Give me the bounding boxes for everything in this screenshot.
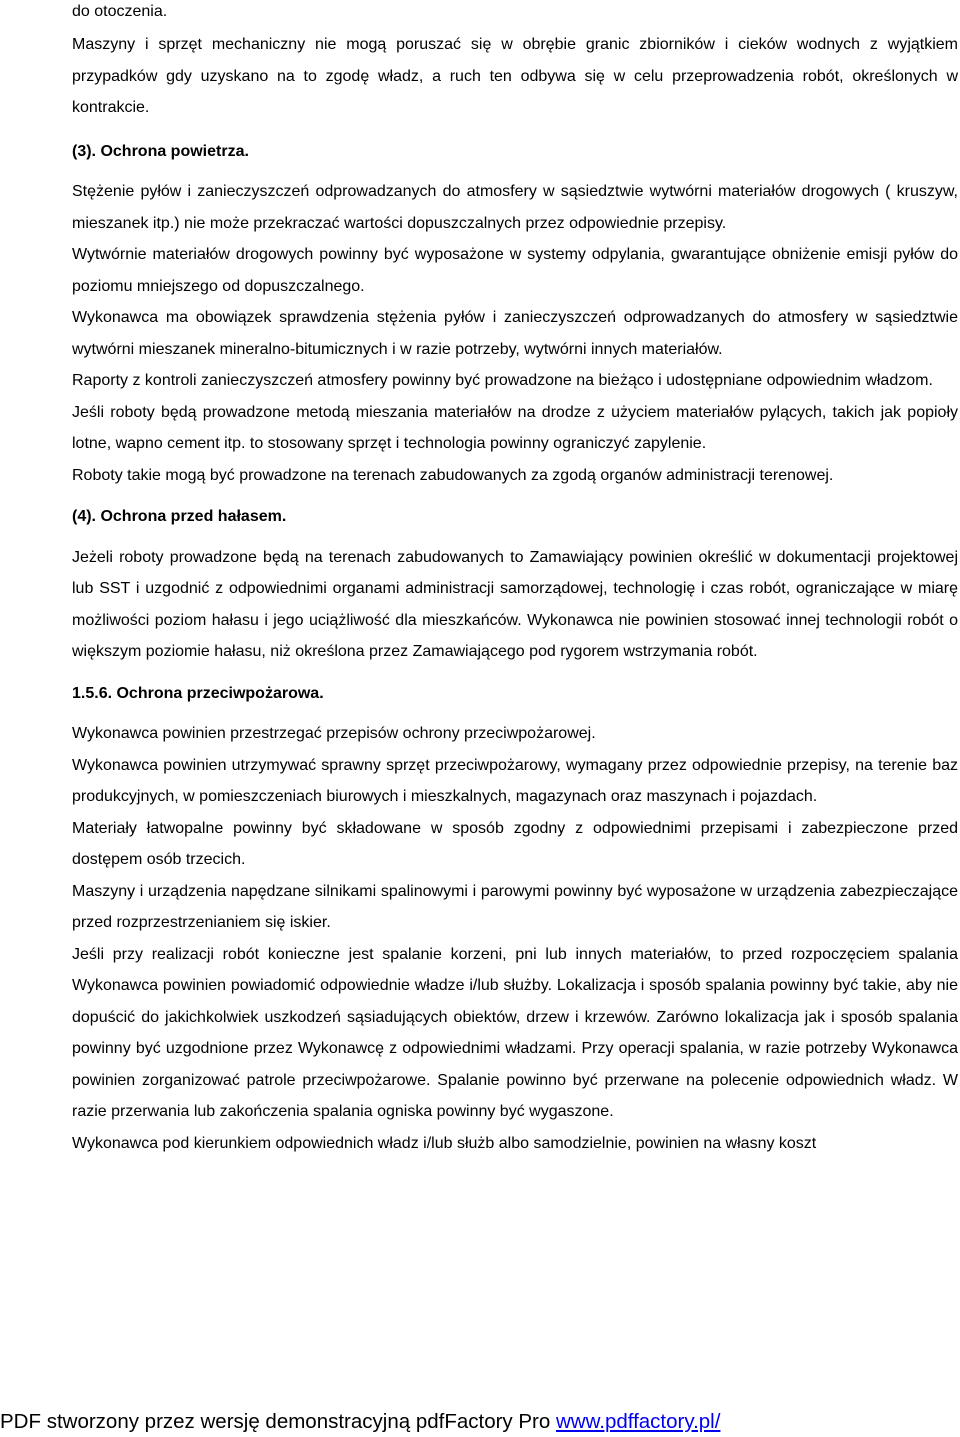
paragraph-contractor-cost: Wykonawca pod kierunkiem odpowiednich władz i/lub służb albo samodzielnie, powinien na własny koszt bbox=[72, 1134, 817, 1152]
paragraph-mixing-method: Jeśli roboty będą prowadzone metodą mieszania materiałów na drodze z użyciem materiałów pylących, takich jak popioły lotne, wapno cement itp. to stosowany sprzęt i technologia powinny ograniczyć zapylenie. bbox=[72, 403, 958, 452]
document-page bbox=[72, 0, 958, 1159]
paragraph-dust-concentration: Stężenie pyłów i zanieczyszczeń odprowadzanych do atmosfery w sąsiedztwie wytwórni materiałów drogowych ( kruszyw, mieszanek itp.) nie może przekraczać wartości dopuszczalnych przez odpowiednie przepisy. bbox=[72, 183, 958, 232]
paragraph-spark-protection: Maszyny i urządzenia napędzane silnikami spalinowymi i parowymi powinny być wyposażone w urządzenia zabezpieczające przed rozprzestrzenianiem się iskier. bbox=[72, 882, 958, 931]
paragraph-reports: Raporty z kontroli zanieczyszczeń atmosfery powinny być prowadzone na bieżąco i udostępniane odpowiednim władzom. bbox=[72, 372, 933, 389]
paragraph-built-up-areas: Roboty takie mogą być prowadzone na terenach zabudowanych za zgodą organów administracji terenowej. bbox=[72, 466, 834, 484]
paragraph-fire-equipment: Wykonawca powinien utrzymywać sprawny sprzęt przeciwpożarowy, wymagany przez odpowiednie przepisy, na terenie baz produkcyjnych, w pomieszczeniach biurowych i mieszkalnych, magazynach oraz maszynach i pojazdach. bbox=[72, 756, 958, 805]
paragraph-fire-regulations: Wykonawca powinien przestrzegać przepisów ochrony przeciwpożarowej. bbox=[72, 725, 596, 742]
heading-fire-protection: 1.5.6. Ochrona przeciwpożarowa. bbox=[72, 684, 324, 702]
heading-noise-protection: (4). Ochrona przed hałasem. bbox=[72, 508, 287, 525]
paragraph-contractor-duty: Wykonawca ma obowiązek sprawdzenia stężenia pyłów i zanieczyszczeń odprowadzanych do atmosfery w sąsiedztwie wytwórni mieszanek mineralno-bitumicznych i w razie potrzeby, wytwórni innych materiałów. bbox=[72, 309, 958, 358]
pdf-footer bbox=[0, 1408, 960, 1436]
paragraph-noise-rules: Jeżeli roboty prowadzone będą na terenach zabudowanych to Zamawiający powinien określić w dokumentacji projektowej lub SST i uzgodnić z odpowiednimi organami administracji samorządowej, technologię i czas robót, ograniczające w miarę możliwości poziom hałasu i jego uciążliwość dla mieszkańców. Wykonawca nie powinien stosować innej technologii robót o większym poziomie hałasu, niż określona przez Zamawiającego pod rygorem wstrzymania robót. bbox=[72, 548, 958, 660]
footer-link[interactable]: www.pdffactory.pl/ bbox=[555, 1410, 721, 1433]
heading-air-protection: (3). Ochrona powietrza. bbox=[72, 142, 249, 160]
footer-text: PDF stworzony przez wersję demonstracyjną pdfFactory Pro bbox=[0, 1410, 556, 1433]
paragraph-continuation: do otoczenia. bbox=[72, 3, 168, 20]
paragraph-flammable-materials: Materiały łatwopalne powinny być składowane w sposób zgodny z odpowiednimi przepisami i zabezpieczone przed dostępem osób trzecich. bbox=[72, 819, 958, 868]
paragraph-machines-water: Maszyny i sprzęt mechaniczny nie mogą poruszać się w obrębie granic zbiorników i cieków wodnych z wyjątkiem przypadków gdy uzyskano na to zgodę władz, a ruch ten odbywa się w celu przeprowadzenia robót, określonych w kontrakcie. bbox=[72, 36, 958, 116]
paragraph-dust-removal: Wytwórnie materiałów drogowych powinny być wyposażone w systemy odpylania, gwarantujące obniżenie emisji pyłów do poziomu mniejszego od dopuszczalnego. bbox=[72, 246, 958, 295]
paragraph-burning: Jeśli przy realizacji robót konieczne jest spalanie korzeni, pni lub innych materiałów, to przed rozpoczęciem spalania Wykonawca powinien powiadomić odpowiednie władze i/lub służby. Lokalizacja i sposób spalania powinny być takie, aby nie dopuścić do jakichkolwiek uszkodzeń sąsiadujących obiektów, drzew i krzewów. Zarówno lokalizacja jak i sposób spalania powinny być uzgodnione przez Wykonawcę z odpowiednimi władzami. Przy operacji spalania, w razie potrzeby Wykonawca powinien zorganizować patrole przeciwpożarowe. Spalanie powinno być przerwane na polecenie odpowiednich władz. W razie przerwania lub zakończenia spalania ogniska powinny być wygaszone. bbox=[72, 945, 958, 1120]
